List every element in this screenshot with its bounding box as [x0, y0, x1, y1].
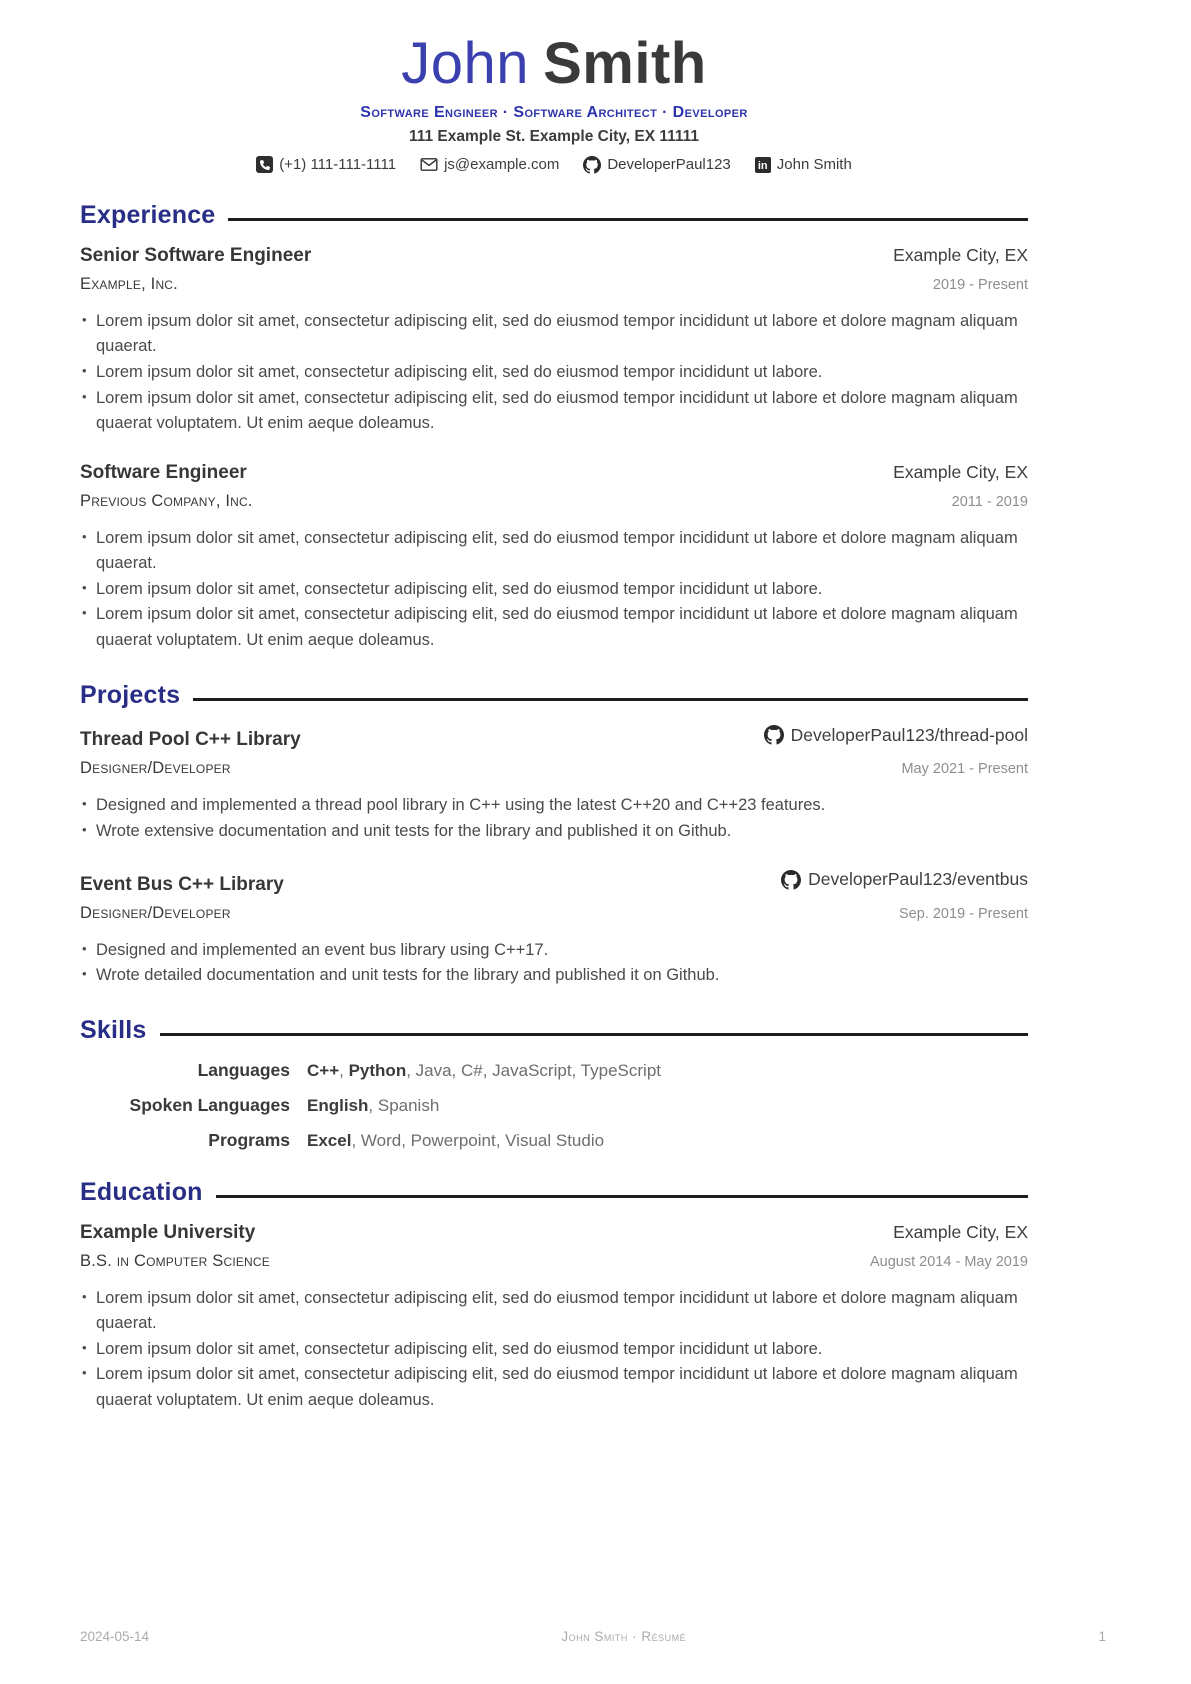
education-dates: August 2014 - May 2019 [870, 1253, 1028, 1270]
bullet-item: • Lorem ipsum dolor sit amet, consectetur adipiscing elit, sed do eiusmod tempor incididunt ut labore. [80, 1337, 1028, 1363]
bullet-item: • Wrote detailed documentation and unit tests for the library and published it on Github. [80, 963, 1028, 989]
repo-name: DeveloperPaul123/thread-pool [790, 724, 1028, 745]
project-entry [80, 725, 1028, 845]
skill-part: Excel [307, 1130, 352, 1150]
company-name: Example, Inc. [80, 274, 178, 293]
section-title: Projects [80, 680, 181, 709]
project-dates: Sep. 2019 - Present [899, 905, 1028, 922]
project-repo-link[interactable] [781, 869, 1028, 890]
project-title: Event Bus C++ Library [80, 873, 284, 895]
github-username: DeveloperPaul123 [607, 156, 731, 174]
page-footer [80, 1629, 1106, 1644]
skill-part: , Word, Powerpoint, Visual Studio [351, 1130, 605, 1150]
github-icon [583, 156, 601, 174]
project-repo-link[interactable] [764, 725, 1028, 746]
bullet-item: • Lorem ipsum dolor sit amet, consectetur adipiscing elit, sed do eiusmod tempor incididunt ut labore et dolore magnam aliquam quaerat. [80, 526, 1028, 577]
section-title: Skills [80, 1015, 147, 1044]
address: 111 Example St. Example City, EX 11111 [408, 127, 700, 145]
bullet-list [80, 938, 1028, 989]
bullet-item: • Lorem ipsum dolor sit amet, consectetur adipiscing elit, sed do eiusmod tempor incididunt ut labore et dolore magnam aliquam quaerat voluptatem. Ut enim aeque doleamus. [80, 1362, 1028, 1413]
job-location: Example City, EX [893, 461, 1028, 482]
bullet-item: • Wrote extensive documentation and unit tests for the library and published it on Github. [80, 819, 1028, 845]
section-rule [193, 698, 1028, 701]
bullet-item: • Lorem ipsum dolor sit amet, consectetur adipiscing elit, sed do eiusmod tempor incididunt ut labore et dolore magnam aliquam quaerat voluptatem. Ut enim aeque doleamus. [80, 602, 1028, 653]
skills-value [307, 1131, 604, 1151]
project-role: Designer/Developer [80, 759, 231, 778]
project-dates: May 2021 - Present [901, 761, 1028, 778]
skills-label: Programs [208, 1129, 290, 1150]
section-skills [80, 1016, 1028, 1151]
header [80, 31, 1028, 174]
skills-row [80, 1130, 1028, 1151]
job-dates: 2019 - Present [932, 276, 1028, 293]
section-education [80, 1178, 1028, 1414]
skills-label: Spoken Languages [129, 1094, 290, 1115]
skills-row [80, 1060, 1028, 1081]
job-location: Example City, EX [893, 244, 1028, 265]
skills-row [80, 1095, 1028, 1116]
contact-row [80, 156, 1028, 174]
project-role: Designer/Developer [80, 903, 231, 922]
skills-label: Languages [197, 1059, 290, 1080]
school-name: Example University [80, 1221, 256, 1243]
linkedin-icon: in [755, 157, 771, 173]
bullet-list [80, 526, 1028, 654]
footer-date: 2024-05-14 [80, 1629, 150, 1644]
section-rule [216, 1195, 1028, 1198]
github-contact[interactable] [583, 156, 730, 174]
skill-part: English [307, 1095, 369, 1115]
linkedin-name: John Smith [776, 156, 852, 174]
bullet-list [80, 793, 1028, 844]
section-projects [80, 681, 1028, 989]
skills-value [307, 1096, 439, 1116]
skill-part: , Spanish [368, 1095, 440, 1115]
github-icon [764, 725, 784, 745]
education-entry [80, 1222, 1028, 1414]
bullet-item: • Lorem ipsum dolor sit amet, consectetur adipiscing elit, sed do eiusmod tempor incididunt ut labore. [80, 577, 1028, 603]
footer-title: John Smith · Résumé [561, 1629, 687, 1644]
project-title: Thread Pool C++ Library [80, 729, 301, 751]
bullet-item: • Lorem ipsum dolor sit amet, consectetur adipiscing elit, sed do eiusmod tempor incididunt ut labore et dolore magnam aliquam quaerat. [80, 309, 1028, 360]
degree-name: B.S. in Computer Science [80, 1251, 270, 1270]
bullet-item: • Designed and implemented a thread pool library in C++ using the latest C++20 and C++23 features. [80, 793, 1028, 819]
skill-part: , Java, C#, JavaScript, TypeScript [406, 1060, 661, 1080]
linkedin-contact[interactable] [755, 156, 852, 173]
bullet-item: • Lorem ipsum dolor sit amet, consectetur adipiscing elit, sed do eiusmod tempor incididunt ut labore et dolore magnam aliquam quaerat voluptatem. Ut enim aeque doleamus. [80, 386, 1028, 437]
job-dates: 2011 - 2019 [951, 493, 1028, 510]
phone-number: (+1) 111-111-1111 [279, 156, 397, 174]
bullet-item: • Lorem ipsum dolor sit amet, consectetur adipiscing elit, sed do eiusmod tempor incididunt ut labore. [80, 360, 1028, 386]
skills-value [307, 1061, 661, 1081]
company-name: Previous Company, Inc. [80, 491, 253, 510]
job-title: Senior Software Engineer [80, 244, 312, 266]
phone-icon [256, 156, 273, 173]
section-experience [80, 201, 1028, 654]
project-entry [80, 869, 1028, 989]
envelope-icon [420, 158, 438, 171]
skills-table [80, 1060, 1028, 1151]
repo-name: DeveloperPaul123/eventbus [808, 869, 1028, 890]
section-title: Experience [80, 200, 216, 229]
skill-part: C++ [307, 1060, 340, 1080]
bullet-item: • Designed and implemented an event bus library using C++17. [80, 938, 1028, 964]
section-rule [228, 218, 1028, 221]
github-icon [781, 870, 801, 890]
section-rule [160, 1033, 1028, 1036]
last-name: Smith [543, 31, 707, 96]
skill-part: , [339, 1060, 349, 1080]
section-title: Education [80, 1177, 203, 1206]
school-location: Example City, EX [893, 1221, 1028, 1242]
email-address: js@example.com [444, 156, 560, 174]
footer-page-number: 1 [1098, 1629, 1106, 1644]
experience-entry [80, 245, 1028, 437]
job-title: Software Engineer [80, 461, 247, 483]
experience-entry [80, 462, 1028, 654]
tagline: Software Engineer · Software Architect · Developer [360, 103, 748, 121]
bullet-list [80, 1286, 1028, 1414]
bullet-item: • Lorem ipsum dolor sit amet, consectetur adipiscing elit, sed do eiusmod tempor incididunt ut labore et dolore magnam aliquam quaerat. [80, 1286, 1028, 1337]
person-name [80, 31, 1028, 96]
skill-part: Python [348, 1060, 407, 1080]
first-name: John [401, 31, 530, 96]
phone-contact[interactable] [256, 156, 396, 173]
bullet-list [80, 309, 1028, 437]
email-contact[interactable] [420, 156, 559, 173]
